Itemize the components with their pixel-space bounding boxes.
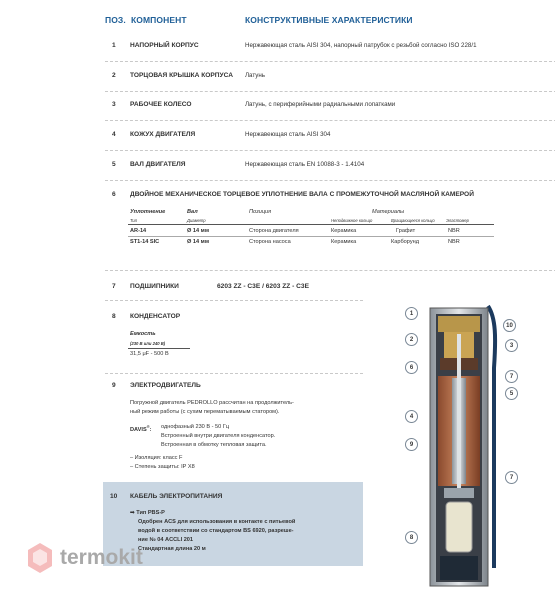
bearings-value: 6203 ZZ - C3E / 6203 ZZ - C3E	[217, 283, 309, 290]
cable-text-line: водой в соответствии со стандартом BS 6920, разреше-	[138, 528, 294, 534]
row-number: 1	[112, 42, 116, 49]
callout-10: 10	[503, 319, 516, 332]
motor-name: ЭЛЕКТРОДВИГАТЕЛЬ	[130, 382, 201, 389]
discharge-head	[438, 316, 480, 332]
callout-4: 4	[405, 410, 418, 423]
motor-protection: – Степень защиты: IP X8	[130, 464, 195, 470]
capacitor-body	[446, 502, 472, 552]
cable-type: ➡ Тип PBS-P	[130, 510, 165, 516]
divider	[105, 120, 555, 121]
seal-head-position: Позиция	[249, 209, 272, 215]
seal-stationary: Керамика	[331, 239, 357, 245]
motor-davis-label	[130, 424, 152, 433]
termokit-logo-icon	[26, 541, 54, 575]
row-name: РАБОЧЕЕ КОЛЕСО	[130, 101, 192, 108]
motor-davis-line: Встроенный внутри двигателя конденсатор.	[161, 433, 276, 439]
motor-davis-line: однофазный 230 В - 50 Гц	[161, 424, 230, 430]
header-component: КОМПОНЕНТ	[131, 15, 187, 25]
callout-9: 9	[405, 438, 418, 451]
seal-stationary: Керамика	[331, 228, 357, 234]
row-number: 5	[112, 161, 116, 168]
seal-shaft: Ø 14 мм	[187, 228, 209, 234]
header-pos: ПОЗ.	[105, 15, 126, 25]
motor-text-line: Погружной двигатель PEDROLLO рассчитан на продолжитель-	[130, 400, 294, 406]
callout-5: 5	[505, 387, 518, 400]
seal-elastomer: NBR	[448, 239, 460, 245]
callout-7b: 7	[505, 471, 518, 484]
capacitor-value: 31,5 μF - 500 В	[130, 351, 169, 357]
cable-line	[488, 306, 495, 568]
row-description: Нержавеющая сталь AISI 304, напорный патрубок с резьбой согласно ISO 228/1	[245, 42, 477, 49]
row-name: НАПОРНЫЙ КОРПУС	[130, 42, 199, 49]
row-number: 2	[112, 72, 116, 79]
bearing	[444, 488, 474, 498]
watermark-text: termokit	[60, 546, 143, 569]
row-description: Латунь	[245, 72, 266, 79]
seal-type: ST1-14 SIC	[130, 239, 160, 245]
capacitor-voltage-note: (230 В или 240 В)	[130, 341, 166, 346]
seal-head-rotating: Вращающееся кольцо	[391, 218, 435, 223]
seal-position: Сторона двигателя	[249, 228, 299, 234]
seal-rotating: Графит	[396, 228, 416, 234]
row-number: 9	[112, 382, 116, 389]
cable-name: КАБЕЛЬ ЭЛЕКТРОПИТАНИЯ	[130, 493, 223, 500]
pump-cutaway-illustration	[400, 298, 520, 588]
divider	[105, 61, 555, 62]
seal-head-shaft: Вал	[187, 209, 198, 215]
divider	[105, 150, 555, 151]
row-number: 7	[112, 283, 116, 290]
divider	[105, 300, 363, 301]
motor-davis-line: Встроенная в обмотку тепловая защита.	[161, 442, 267, 448]
divider	[105, 180, 555, 181]
motor-insulation: – Изоляция: класс F	[130, 455, 183, 461]
cable-text-line: Одобрен ACS для использования в контакте с питьевой	[138, 519, 296, 525]
seal-table-rule	[128, 224, 494, 225]
seal-type: AR-14	[130, 228, 147, 234]
row-number: 4	[112, 131, 116, 138]
cable-text-line: Стандартная длина 20 м	[138, 546, 206, 552]
seal-position: Сторона насоса	[249, 239, 291, 245]
cable-text-line: ние № 04 ACCLI 201	[138, 537, 194, 543]
motor-base	[440, 556, 478, 580]
davis-registered-mark: ®	[146, 424, 150, 429]
seal-head-diameter: Диаметр	[187, 218, 206, 223]
row-name: ВАЛ ДВИГАТЕЛЯ	[130, 161, 186, 168]
seal-table-rule	[128, 236, 494, 237]
seal-elastomer: NBR	[448, 228, 460, 234]
davis-label-text: DAVIS	[130, 426, 147, 433]
callout-6: 6	[405, 361, 418, 374]
seal-head-seal: Уплотнение	[130, 209, 166, 215]
seal-shaft: Ø 14 мм	[187, 239, 209, 245]
divider	[105, 270, 555, 271]
seal-rotating: Карборунд	[391, 239, 419, 245]
capacitor-rule	[128, 348, 190, 349]
row-name: ТОРЦОВАЯ КРЫШКА КОРПУСА	[130, 72, 233, 79]
seal-title: ДВОЙНОЕ МЕХАНИЧЕСКОЕ ТОРЦЕВОЕ УПЛОТНЕНИЕ ВАЛА С ПРОМЕЖУТОЧНОЙ МАСЛЯНОЙ КАМЕРОЙ	[130, 191, 474, 198]
capacitor-capacity-label: Емкость	[130, 331, 156, 337]
motor-text-line: ный режим работы (с сухим перематываемым статором).	[130, 409, 280, 415]
bearings-name: ПОДШИПНИКИ	[130, 283, 179, 290]
seal-head-materials: Материалы	[372, 209, 405, 215]
shaft	[457, 334, 461, 494]
row-description: Нержавеющая сталь AISI 304	[245, 131, 331, 138]
callout-3: 3	[505, 339, 518, 352]
divider	[105, 373, 363, 374]
callout-8: 8	[405, 531, 418, 544]
capacitor-name: КОНДЕНСАТОР	[130, 313, 181, 320]
callout-2: 2	[405, 333, 418, 346]
row-description: Нержавеющая сталь EN 10088-3 - 1.4104	[245, 161, 365, 168]
seal-head-elastomer: Эластомер	[446, 218, 469, 223]
row-number: 6	[112, 191, 116, 198]
seal-head-type: Тип	[130, 218, 138, 223]
callout-7: 7	[505, 370, 518, 383]
row-number: 10	[110, 493, 118, 500]
divider	[105, 91, 555, 92]
row-name: КОЖУХ ДВИГАТЕЛЯ	[130, 131, 196, 138]
callout-1: 1	[405, 307, 418, 320]
row-number: 8	[112, 313, 116, 320]
header-characteristics: КОНСТРУКТИВНЫЕ ХАРАКТЕРИСТИКИ	[245, 15, 413, 25]
row-description: Латунь, с периферийными радиальными лопатками	[245, 101, 396, 108]
seal-head-stationary: Неподвижное кольцо	[331, 218, 373, 223]
row-number: 3	[112, 101, 116, 108]
davis-label-colon: :	[149, 426, 152, 433]
